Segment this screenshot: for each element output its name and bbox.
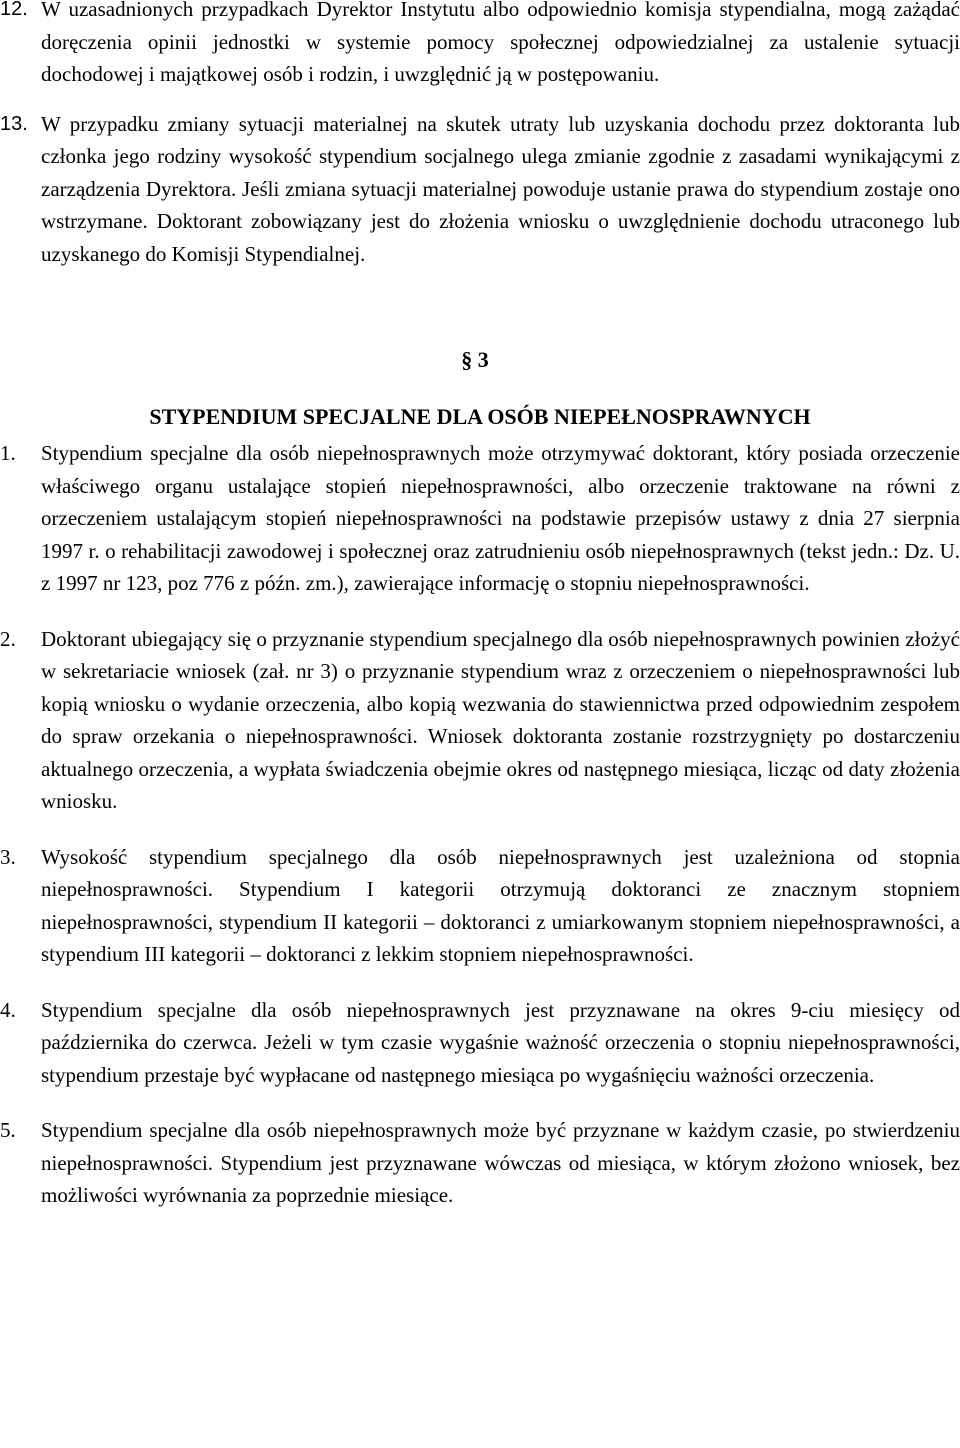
list-item-number: 2. bbox=[0, 626, 16, 651]
list-item bbox=[0, 1114, 960, 1212]
paragraph-text: W przypadku zmiany sytuacji materialnej na skutek utraty lub uzyskania dochodu przez doktoranta lub członka jego rodziny wysokość stypendium socjalnego ulega zmianie zgodnie z zasadami wynikającymi z zarządzenia Dyrektora. Jeśli zmiana sytuacji materialnej powoduje ustanie prawa do stypendium zostaje ono wstrzymane. Doktorant zobowiązany jest do złożenia wniosku o uwzględnienie dochodu utraconego lub uzyskanego do Komisji Stypendialnej. bbox=[41, 111, 960, 266]
list-item-text: Wysokość stypendium specjalnego dla osób niepełnosprawnych jest uzależniona od stopnia niepełnosprawności. Stypendium I kategorii otrzymują doktoranci ze znacznym stopniem niepełnosprawności, stypendium II kategorii – doktoranci z umiarkowanym stopniem niepełnosprawności, a stypendium III kategorii – doktoranci z lekkim stopniem niepełnosprawności. bbox=[41, 844, 960, 966]
list-item-number: 4. bbox=[0, 997, 16, 1022]
list-item bbox=[0, 994, 960, 1092]
section-title: STYPENDIUM SPECJALNE DLA OSÓB NIEPEŁNOSPRAWNYCH bbox=[149, 404, 811, 429]
paragraph-13 bbox=[0, 108, 960, 271]
list-item-number: 3. bbox=[0, 844, 16, 869]
list-item-text: Doktorant ubiegający się o przyznanie stypendium specjalnego dla osób niepełnosprawnych powinien złożyć w sekretariacie wniosek (zał. nr 3) o przyznanie stypendium wraz z orzeczeniem o niepełnosprawności lub kopią wniosku o wydanie orzeczenia, albo kopią wezwania do stawiennictwa przed odpowiednim zespołem do spraw orzekania o niepełnosprawności. Wniosek doktoranta zostanie rozstrzygnięty po dostarczeniu aktualnego orzeczenia, a wypłata świadczenia obejmie okres od następnego miesiąca, licząc od daty złożenia wniosku. bbox=[41, 626, 960, 813]
list-item-text: Stypendium specjalne dla osób niepełnosprawnych może być przyznane w każdym czasie, po stwierdzeniu niepełnosprawności. Stypendium jest przyznawane wówczas od miesiąca, w którym złożono wniosek, bez możliwości wyrównania za poprzednie miesiące. bbox=[41, 1118, 960, 1207]
list-item bbox=[0, 437, 960, 600]
paragraph-12 bbox=[0, 0, 960, 91]
list-item-number: 5. bbox=[0, 1118, 16, 1142]
list-item-text: Stypendium specjalne dla osób niepełnosprawnych jest przyznawane na okres 9-ciu miesięcy od października do czerwca. Jeżeli w tym czasie wygaśnie ważność orzeczenia o stopniu niepełnosprawności, stypendium przestaje być wypłacane od następnego miesiąca po wygaśnięciu ważności orzeczenia. bbox=[41, 997, 960, 1087]
list-item-text: Stypendium specjalne dla osób niepełnosprawnych może otrzymywać doktorant, który posiada orzeczenie właściwego organu ustalające stopień niepełnosprawności, albo orzeczenie traktowane na równi z orzeczeniem ustalającym stopień niepełnosprawności na podstawie przepisów ustawy z dnia 27 sierpnia 1997 r. o rehabilitacji zawodowej i społecznej oraz zatrudnieniu osób niepełnosprawnych (tekst jedn.: Dz. U. z 1997 nr 123, poz 776 z późn. zm.), zawierające informację o stopniu niepełnosprawności. bbox=[41, 441, 960, 595]
list-item bbox=[0, 841, 960, 971]
paragraph-text: W uzasadnionych przypadkach Dyrektor Instytutu albo odpowiednio komisja stypendialna, mogą zażądać doręczenia opinii jednostki w systemie pomocy społecznej odpowiedzialnej za ustalenie sytuacji dochodowej i majątkowej osób i rodzin, i uwzględnić ją w postępowaniu. bbox=[41, 0, 960, 86]
section-symbol: § 3 bbox=[461, 347, 489, 372]
paragraph-number: 13. bbox=[0, 112, 28, 135]
list-item-number: 1. bbox=[0, 441, 16, 465]
paragraph-number: 12. bbox=[0, 0, 28, 20]
list-item bbox=[0, 623, 960, 818]
